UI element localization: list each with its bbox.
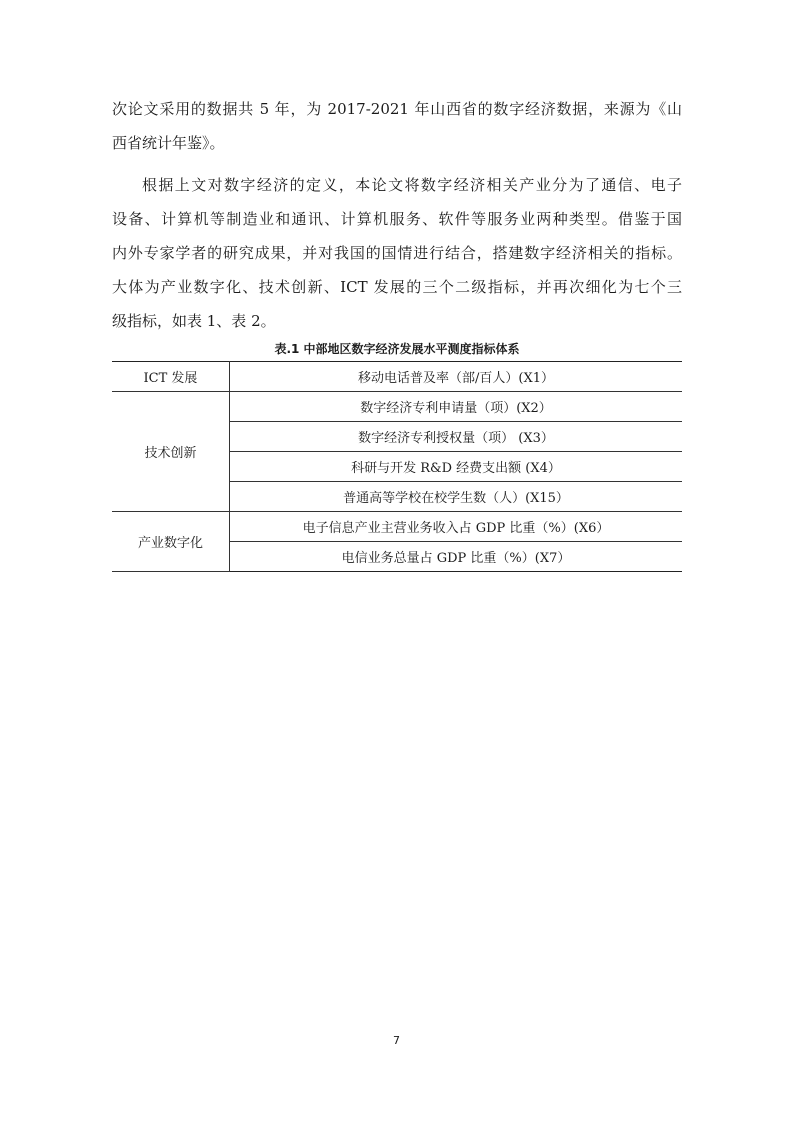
paragraph-line: 设备、计算机等制造业和通讯、计算机服务、软件等服务业两种类型。借鉴于国 [112,210,682,228]
paragraph-line: 西省统计年鉴》。 [112,134,225,152]
page-number: 7 [393,1034,400,1047]
indicator-cell: 普通高等学校在校学生数（人）(X15） [230,482,683,512]
category-cell: 产业数字化 [112,512,230,572]
indicator-cell: 科研与开发 R&D 经费支出额 (X4） [230,452,683,482]
paragraph-line: 内外专家学者的研究成果，并对我国的国情进行结合，搭建数字经济相关的指标。 [112,244,682,262]
table-row [112,362,682,392]
table-row [112,392,682,422]
paragraph-line: 次论文采用的数据共 5 年，为 2017-2021 年山西省的数字经济数据，来源为《山 [112,100,682,118]
category-cell: 技术创新 [112,392,230,512]
indicator-cell: 数字经济专利申请量（项）(X2） [230,392,683,422]
indicator-table [112,361,682,572]
table-row [112,512,682,542]
table-caption: 表.1 中部地区数字经济发展水平测度指标体系 [274,342,520,356]
paragraph-data-source [112,92,682,160]
paragraph-line: 大体为产业数字化、技术创新、ICT 发展的三个二级指标，并再次细化为七个三 [112,278,682,296]
indicator-cell: 数字经济专利授权量（项） (X3） [230,422,683,452]
category-cell: ICT 发展 [112,362,230,392]
paragraph-line: 根据上文对数字经济的定义，本论文将数字经济相关产业分为了通信、电子 [142,176,682,194]
paragraph-line: 级指标，如表 1、表 2。 [112,312,276,330]
indicator-cell: 电子信息产业主营业务收入占 GDP 比重（%）(X6） [230,512,683,542]
indicator-cell: 电信业务总量占 GDP 比重（%）(X7） [230,542,683,572]
paragraph-indicator-definition [112,168,682,338]
indicator-cell: 移动电话普及率（部/百人）(X1） [230,362,683,392]
